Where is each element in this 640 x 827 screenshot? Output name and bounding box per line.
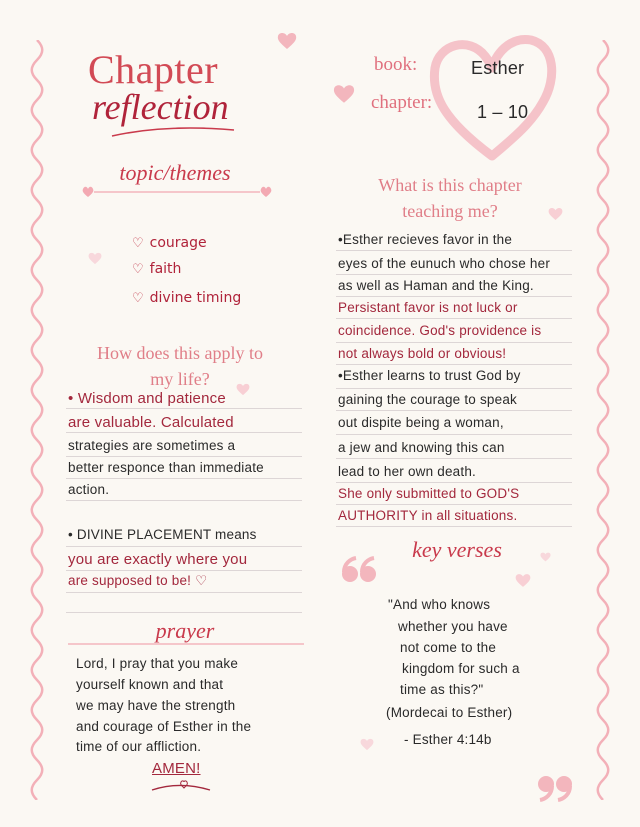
open-quote-icon bbox=[340, 556, 380, 586]
close-quote-icon bbox=[534, 772, 574, 802]
key-verse-reference: - Esther 4:14b bbox=[404, 732, 492, 747]
teaching-line: coincidence. God's providence is bbox=[338, 323, 542, 338]
prayer-line: time of our affliction. bbox=[76, 739, 202, 754]
key-verse-line: "And who knows bbox=[388, 597, 491, 612]
key-verse-line: not come to the bbox=[400, 640, 497, 655]
right-wavy-border bbox=[596, 40, 610, 800]
topic-item: ♡ divine timing bbox=[132, 290, 242, 306]
teaching-line: Persistant favor is not luck or bbox=[338, 300, 518, 315]
apply-line: action. bbox=[68, 482, 110, 497]
title-chapter: Chapter bbox=[88, 47, 219, 92]
apply-line: • Wisdom and patience bbox=[68, 390, 226, 407]
prayer-line: yourself known and that bbox=[76, 677, 224, 692]
apply-heading-line1: How does this apply to bbox=[97, 343, 263, 363]
book-label: book: bbox=[374, 54, 418, 75]
prayer-line: and courage of Esther in the bbox=[76, 719, 252, 734]
topic-item: ♡ courage bbox=[132, 235, 207, 251]
title-underline-swoosh bbox=[108, 122, 238, 140]
teaching-line: a jew and knowing this can bbox=[338, 440, 505, 455]
apply-line: strategies are sometimes a bbox=[68, 438, 236, 453]
heart-bullet-icon: ♡ bbox=[132, 262, 144, 277]
small-heart-icon bbox=[333, 84, 355, 104]
key-verse-line: time as this?" bbox=[400, 682, 484, 697]
apply-line: are valuable. Calculated bbox=[68, 414, 234, 431]
prayer-heading: prayer bbox=[155, 618, 215, 643]
chapter-value: 1 – 10 bbox=[477, 102, 529, 122]
teaching-line: as well as Haman and the King. bbox=[338, 278, 534, 293]
teaching-line: •Esther learns to trust God by bbox=[338, 368, 521, 383]
prayer-line: we may have the strength bbox=[76, 698, 236, 713]
topics-heading: topic/themes bbox=[119, 160, 231, 185]
left-wavy-border bbox=[30, 40, 44, 800]
key-verse-line: whether you have bbox=[398, 619, 508, 634]
key-verse-line: kingdom for such a bbox=[402, 661, 520, 676]
teaching-heading-line1: What is this chapter bbox=[378, 175, 522, 195]
teaching-line: eyes of the eunuch who chose her bbox=[338, 256, 551, 271]
teaching-line: lead to her own death. bbox=[338, 464, 476, 479]
key-verse-line: (Mordecai to Esther) bbox=[386, 705, 513, 720]
teaching-line: AUTHORITY in all situations. bbox=[338, 508, 518, 523]
teaching-line: She only submitted to GOD'S bbox=[338, 486, 520, 501]
apply-line: • DIVINE PLACEMENT means bbox=[68, 527, 257, 542]
big-heart-outline-icon bbox=[425, 26, 560, 168]
chapter-label: chapter: bbox=[371, 92, 433, 113]
apply-line: you are exactly where you bbox=[68, 551, 248, 568]
topic-item: ♡ faith bbox=[132, 261, 182, 277]
heart-bullet-icon: ♡ bbox=[132, 291, 144, 306]
prayer-closing: AMEN! bbox=[152, 760, 201, 777]
key-verses-heading: key verses bbox=[412, 537, 502, 562]
prayer-divider bbox=[68, 642, 304, 646]
title-reflection: reflection bbox=[92, 87, 229, 127]
teaching-line: not always bold or obvious! bbox=[338, 346, 507, 361]
amen-heart-swoosh-icon bbox=[150, 780, 220, 796]
prayer-line: Lord, I pray that you make bbox=[76, 656, 239, 671]
heart-bullet-icon: ♡ bbox=[132, 236, 144, 251]
small-heart-icon bbox=[515, 573, 531, 588]
apply-line: are supposed to be! ♡ bbox=[68, 573, 208, 588]
teaching-heading-line2: teaching me? bbox=[402, 201, 498, 221]
small-heart-icon bbox=[360, 738, 374, 751]
hearts-divider bbox=[82, 186, 272, 198]
apply-line: better responce than immediate bbox=[68, 460, 264, 475]
teaching-line: •Esther recieves favor in the bbox=[338, 232, 513, 247]
teaching-line: gaining the courage to speak bbox=[338, 392, 517, 407]
apply-heading-line2: my life? bbox=[150, 369, 210, 389]
small-heart-icon bbox=[88, 252, 102, 265]
book-value: Esther bbox=[471, 58, 525, 78]
small-heart-icon bbox=[277, 32, 297, 50]
teaching-line: out dispite being a woman, bbox=[338, 415, 504, 430]
